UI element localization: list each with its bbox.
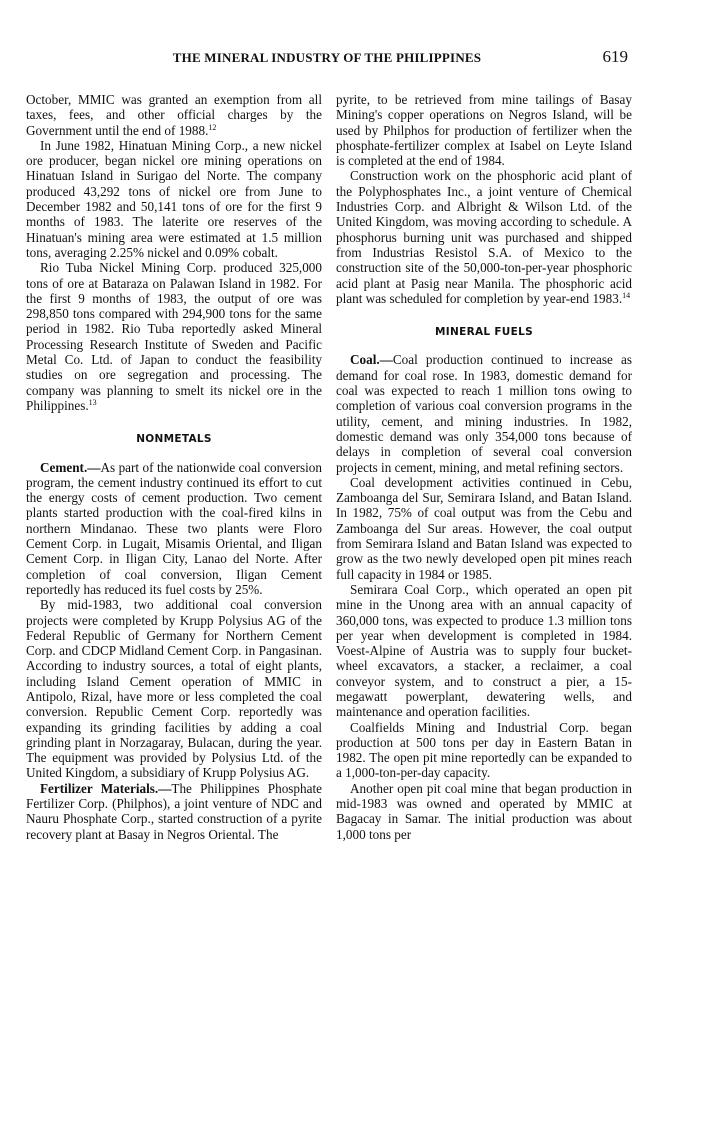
paragraph: In June 1982, Hinatuan Mining Corp., a new nickel ore producer, began nickel ore mining operations on Hinatuan Island in Surigao del Norte. The company produced 43,292 tons of nickel ore from June to December 1982 and 50,141 tons of ore for the first 9 months of 1983. The laterite ore reserves of the Hinatuan's mining area were estimated at 1.5 million tons, averaging 2.25% nickel and 0.09% cobalt. bbox=[26, 137, 322, 260]
left-column bbox=[26, 92, 322, 842]
paragraph-text: Rio Tuba Nickel Mining Corp. produced 325,000 tons of ore at Bataraza on Palawan Island in 1982. For the first 9 months of 1983, the output of ore was 298,850 tons compared with 294,900 tons for the same period in 1982. Rio Tuba reportedly asked Mineral Processing Research Institute of Sweden and Pacific Metal Co. Ltd. of Japan to conduct the feasibility studies on ore segregation and processing. The company was planning to smelt its nickel ore in the Philippines. bbox=[26, 260, 322, 413]
section-heading: NONMETALS bbox=[136, 433, 212, 446]
paragraph-text: October, MMIC was granted an exemption from all taxes, fees, and other official charges by the Government until the end of 1988. bbox=[26, 92, 322, 138]
section-heading: MINERAL FUELS bbox=[435, 326, 533, 339]
paragraph bbox=[26, 781, 322, 842]
paragraph: Another open pit coal mine that began production in mid-1983 was owned and operated by MMIC at Bagacay in Samar. The initial production was about 1,000 tons per bbox=[336, 780, 632, 842]
paragraph: Semirara Coal Corp., which operated an open pit mine in the Unong area with an annual capacity of 360,000 tons, was expected to produce 1.3 million tons per year when development is completed in 1984. Voest-Alpine of Austria was to supply four bucket-wheel excavators, a stacker, a reclaimer, a coal conveyor system, and to construct a pier, a 15-megawatt powerplant, dewatering wells, and maintenance and operation facilities. bbox=[336, 581, 632, 720]
footnote-ref: 13 bbox=[88, 397, 97, 407]
run-in-heading: Cement.— bbox=[40, 459, 101, 475]
page-number: 619 bbox=[602, 47, 628, 66]
paragraph bbox=[336, 168, 632, 306]
running-title: THE MINERAL INDUSTRY OF THE PHILIPPINES bbox=[172, 50, 482, 65]
page-header bbox=[26, 47, 628, 70]
paragraph-text: Coal production continued to increase as demand for coal rose. In 1983, domestic demand for coal was expected to reach 1 million tons owing to completion of various coal conversion programs in the utility, cement, and mining industries. In 1982, domestic demand was only 354,000 tons because of delays in completion of several coal conversion projects in cement, mining, and metal refining sectors. bbox=[336, 352, 632, 475]
paragraph: Coal development activities continued in Cebu, Zamboanga del Sur, Semirara Island, and Batan Island. In 1982, 75% of coal output was from the Cebu and Zamboanga del Sur areas. However, the coal output from Semirara Island and Batan Island was expected to grow as the two newly developed open pit mines reach full capacity in 1984 or 1985. bbox=[336, 474, 632, 582]
paragraph: pyrite, to be retrieved from mine tailings of Basay Mining's copper operations on Negros Island, will be used by Philphos for production of fertilizer when the phosphate-fertilizer complex at Isabel on Leyte Island is completed at the end of 1984. bbox=[336, 92, 632, 169]
paragraph bbox=[26, 260, 322, 413]
run-in-heading: Fertilizer Materials.— bbox=[40, 780, 172, 796]
paragraph-text: Construction work on the phosphoric acid plant of the Polyphosphates Inc., a joint venture of Chemical Industries Corp. and Albright & Wilson Ltd. of the United Kingdom, was moving according to schedule. A phosphorus burning unit was purchased and shipped from Industrias Resistol S.A. of Mexico to the construction site of the 50,000-ton-per-year phosphoric acid plant at Pasig near Manila. The phosphoric acid plant was scheduled for completion by year-end 1983. bbox=[336, 168, 632, 306]
paragraph bbox=[26, 92, 322, 138]
paragraph: By mid-1983, two additional coal conversion projects were completed by Krupp Polysius AG of the Federal Republic of Germany for Northern Cement Corp. and CDCP Midland Cement Corp. in Pangasinan. According to industry sources, a total of eight plants, including Island Cement operation of MMIC in Antipolo, Rizal, have more or less completed the coal conversion. Republic Cement Corp. reportedly was expanding its grinding facilities by adding a coal grinding plant in Norzagaray, Bulacan, during the year. The equipment was provided by Polysius Ltd. of the United Kingdom, a subsidiary of Krupp Polysius AG. bbox=[26, 597, 322, 781]
footnote-ref: 12 bbox=[208, 122, 217, 132]
run-in-heading: Coal.— bbox=[350, 352, 393, 368]
paragraph-text: As part of the nationwide coal conversion program, the cement industry continued its effort to cut the energy costs of cement production. Two cement plants started production with the coal-fired kilns in northern Mindanao. These two plants were Floro Cement Corp. in Lugait, Misamis Oriental, and Iligan Cement Corp. in Iligan City, Lanao del Norte. After completion of coal conversion, Iligan Cement reportedly has reduced its fuel costs by 25%. bbox=[26, 459, 322, 597]
paragraph bbox=[26, 460, 322, 598]
paragraph-text: The Philippines Phosphate Fertilizer Corp. (Philphos), a joint venture of NDC and Nauru Phosphate Corp., started construction of a pyrite recovery plant at Basay in Negros Oriental. The bbox=[26, 780, 322, 842]
paragraph bbox=[336, 352, 632, 474]
right-column bbox=[336, 92, 632, 842]
paragraph: Coalfields Mining and Industrial Corp. began production at 500 tons per day in Eastern Batan in 1982. The open pit mine reportedly can be expanded to a 1,000-ton-per-day capacity. bbox=[336, 719, 632, 781]
footnote-ref: 14 bbox=[622, 290, 631, 300]
